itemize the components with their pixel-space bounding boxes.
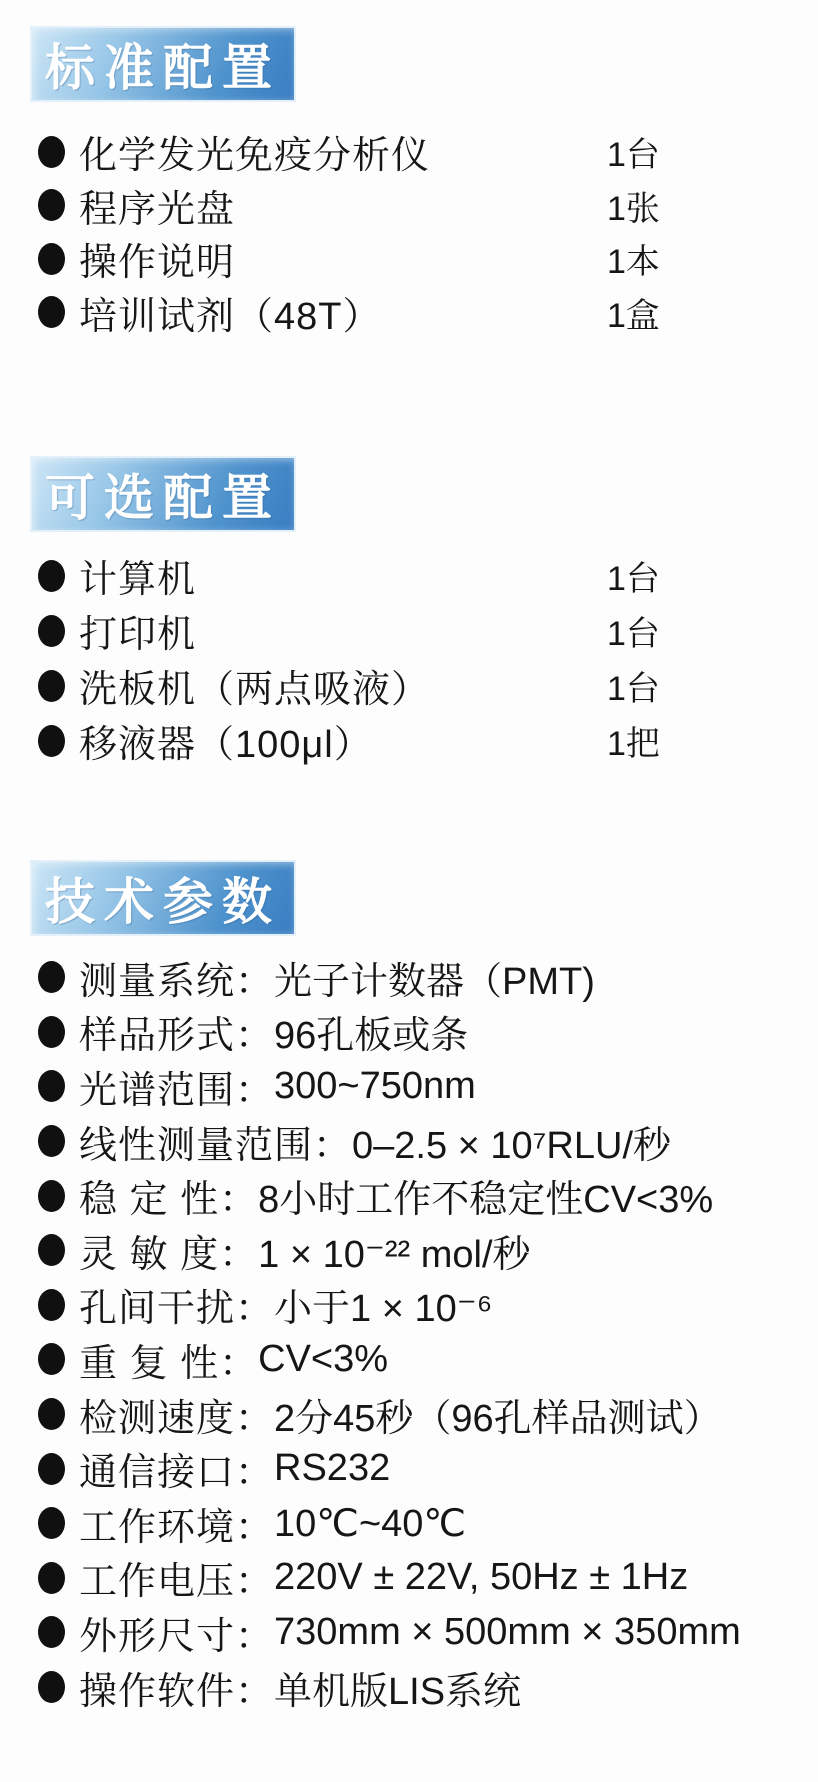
spec-row xyxy=(38,1496,790,1551)
config-item-row xyxy=(38,232,790,286)
item-label: 移液器（100μl） xyxy=(79,724,373,766)
spec-row xyxy=(38,1005,790,1060)
spec-value: 96孔板或条 xyxy=(274,1015,469,1058)
spec-label: 测量系统： xyxy=(79,960,275,1003)
item-quantity: 1本 xyxy=(607,243,660,282)
spec-value: 220V ± 22V, 50Hz ± 1Hz xyxy=(274,1556,689,1599)
spec-row xyxy=(38,1168,790,1223)
bullet-icon xyxy=(38,615,65,647)
item-quantity: 1盒 xyxy=(607,296,660,335)
tech-params-list xyxy=(38,950,790,1714)
config-item-row xyxy=(38,286,790,340)
spec-value: 光子计数器（PMT) xyxy=(274,960,595,1003)
spec-value: CV<3% xyxy=(258,1337,389,1380)
spec-label: 重 复 性： xyxy=(79,1342,259,1385)
bullet-icon xyxy=(38,1234,65,1266)
spec-value: 1 × 10⁻²² mol/秒 xyxy=(258,1233,531,1276)
optional-config-list xyxy=(38,548,790,768)
spec-label: 样品形式： xyxy=(79,1015,275,1058)
section-header-standard-config xyxy=(32,28,294,100)
section-title: 技术参数 xyxy=(45,874,281,930)
config-item-row xyxy=(38,713,790,768)
spec-label: 检测速度： xyxy=(79,1397,275,1440)
bullet-icon xyxy=(38,296,65,328)
bullet-icon xyxy=(38,961,65,993)
bullet-icon xyxy=(38,1398,65,1430)
bullet-icon xyxy=(38,1671,65,1703)
config-item-row xyxy=(38,548,790,603)
spec-row xyxy=(38,1660,790,1715)
spec-value: 730mm × 500mm × 350mm xyxy=(274,1610,741,1653)
spec-row xyxy=(38,1441,790,1496)
bullet-icon xyxy=(38,1180,65,1212)
spec-label: 灵 敏 度： xyxy=(79,1233,259,1276)
item-quantity: 1台 xyxy=(607,670,660,708)
item-quantity: 1张 xyxy=(607,189,660,228)
bullet-icon xyxy=(38,560,65,592)
spec-label: 稳 定 性： xyxy=(79,1179,259,1222)
standard-config-list xyxy=(38,125,790,339)
bullet-icon xyxy=(38,725,65,757)
bullet-icon xyxy=(38,1616,65,1648)
section-title: 标准配置 xyxy=(45,40,281,96)
spec-value: 8小时工作不稳定性CV<3% xyxy=(258,1179,714,1222)
spec-label: 孔间干扰： xyxy=(79,1288,275,1331)
bullet-icon xyxy=(38,1016,65,1048)
bullet-icon xyxy=(38,670,65,702)
spec-value: 单机版LIS系统 xyxy=(274,1670,522,1713)
bullet-icon xyxy=(38,1453,65,1485)
bullet-icon xyxy=(38,1289,65,1321)
spec-label: 工作环境： xyxy=(79,1506,275,1549)
config-item-row xyxy=(38,125,790,179)
spec-row xyxy=(38,1605,790,1660)
spec-row xyxy=(38,1059,790,1114)
bullet-icon xyxy=(38,1507,65,1539)
bullet-icon xyxy=(38,1562,65,1594)
spec-row xyxy=(38,1387,790,1442)
spec-row xyxy=(38,1551,790,1606)
spec-value: 0–2.5 × 10⁷RLU/秒 xyxy=(352,1124,672,1167)
spec-label: 外形尺寸： xyxy=(79,1615,275,1658)
spec-row xyxy=(38,1114,790,1169)
spec-row xyxy=(38,1278,790,1333)
item-quantity: 1台 xyxy=(607,136,660,175)
item-quantity: 1把 xyxy=(607,725,660,763)
section-title: 可选配置 xyxy=(45,470,281,526)
bullet-icon xyxy=(38,1343,65,1375)
spec-label: 操作软件： xyxy=(79,1670,275,1713)
config-item-row xyxy=(38,603,790,658)
bullet-icon xyxy=(38,136,65,168)
spec-label: 线性测量范围： xyxy=(79,1124,353,1167)
item-label: 化学发光免疫分析仪 xyxy=(79,135,431,178)
spec-label: 光谱范围： xyxy=(79,1069,275,1112)
spec-value: RS232 xyxy=(274,1447,391,1490)
bullet-icon xyxy=(38,1070,65,1102)
item-quantity: 1台 xyxy=(607,560,660,598)
section-header-optional-config xyxy=(32,458,294,530)
item-label: 打印机 xyxy=(79,614,197,656)
config-item-row xyxy=(38,179,790,233)
bullet-icon xyxy=(38,1125,65,1157)
item-quantity: 1台 xyxy=(607,615,660,653)
item-label: 培训试剂（48T） xyxy=(79,295,382,338)
spec-label: 工作电压： xyxy=(79,1561,275,1604)
spec-value: 小于1 × 10⁻⁶ xyxy=(274,1288,493,1331)
bullet-icon xyxy=(38,189,65,221)
item-label: 操作说明 xyxy=(79,242,236,285)
spec-row xyxy=(38,1332,790,1387)
spec-row xyxy=(38,1223,790,1278)
spec-label: 通信接口： xyxy=(79,1452,275,1495)
spec-value: 10℃~40℃ xyxy=(274,1502,467,1545)
item-label: 程序光盘 xyxy=(79,188,236,231)
section-header-tech-params xyxy=(32,862,294,934)
spec-value: 2分45秒（96孔样品测试） xyxy=(274,1397,722,1440)
bullet-icon xyxy=(38,243,65,275)
config-item-row xyxy=(38,658,790,713)
item-label: 计算机 xyxy=(79,559,197,601)
item-label: 洗板机（两点吸液） xyxy=(79,669,431,711)
spec-value: 300~750nm xyxy=(274,1064,476,1107)
spec-row xyxy=(38,950,790,1005)
